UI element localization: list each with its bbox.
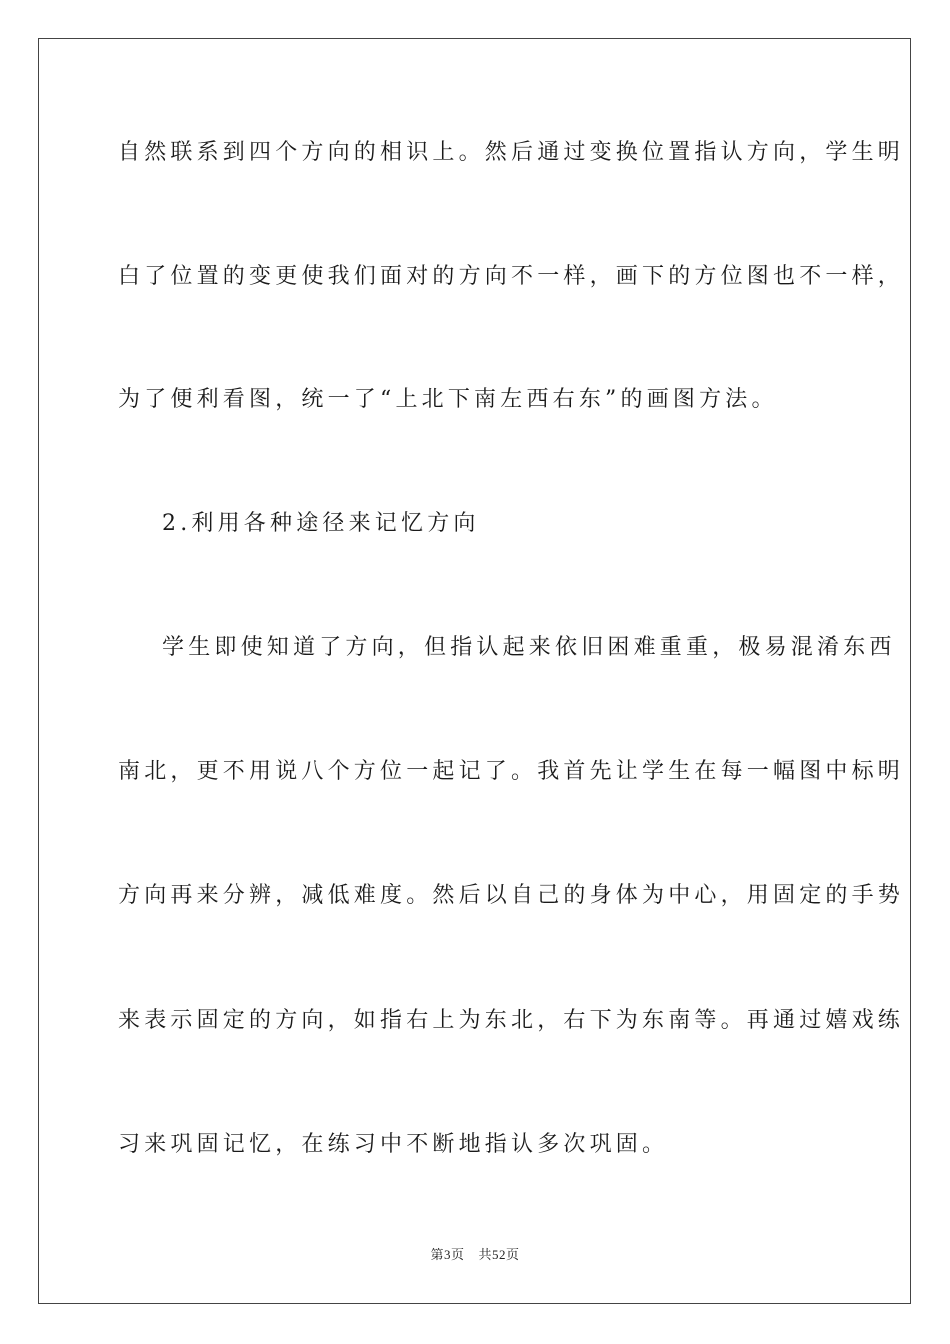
paragraph-line: 习来巩固记忆，在练习中不断地指认多次巩固。	[118, 1132, 669, 1157]
paragraph-line: 学生即使知道了方向，但指认起来依旧困难重重，极易混淆东西	[162, 635, 896, 660]
paragraph-line: 为了便利看图，统一了“上北下南左西右东”的画图方法。	[118, 387, 778, 412]
page-border	[38, 38, 911, 1304]
paragraph-line: 方向再来分辨，减低难度。然后以自己的身体为中心，用固定的手势	[118, 883, 905, 908]
paragraph-line: 白了位置的变更使我们面对的方向不一样，画下的方位图也不一样，	[118, 264, 905, 289]
section-heading: 2.利用各种途径来记忆方向	[162, 511, 480, 536]
total-pages: 共52页	[478, 1247, 520, 1262]
page-number: 第3页	[430, 1247, 465, 1262]
page-footer	[0, 1246, 950, 1264]
paragraph-line: 来表示固定的方向，如指右上为东北，右下为东南等。再通过嬉戏练	[118, 1008, 905, 1033]
paragraph-line: 自然联系到四个方向的相识上。然后通过变换位置指认方向，学生明	[118, 140, 905, 165]
paragraph-line: 南北，更不用说八个方位一起记了。我首先让学生在每一幅图中标明	[118, 759, 905, 784]
